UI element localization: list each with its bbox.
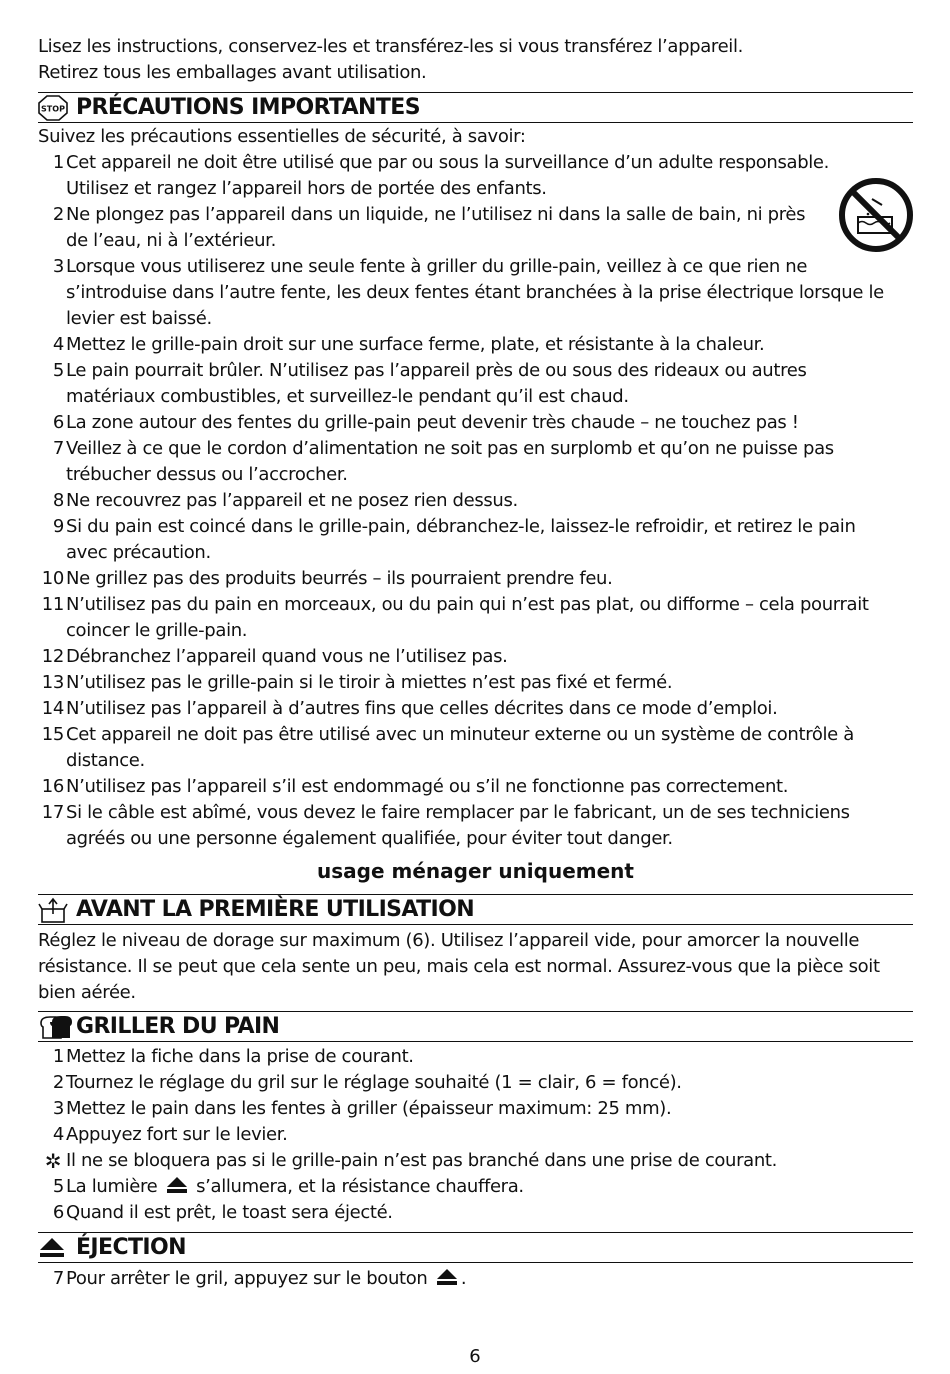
paragraph-line: Réglez le niveau de dorage sur maximum (6). Utilisez l’appareil vide, pour amorcer la nouvelle xyxy=(38,930,860,951)
item-number: 4 xyxy=(52,1124,64,1145)
section-title: PRÉCAUTIONS IMPORTANTES xyxy=(76,94,420,120)
paragraph-line: résistance. Il se peut que cela sente un peu, mais cela est normal. Assurez-vous que la pièce soit xyxy=(38,956,880,977)
list-item-continuation xyxy=(38,748,884,774)
item-text: Si le câble est abîmé, vous devez le faire remplacer par le fabricant, un de ses techniciens xyxy=(66,802,850,823)
item-text: Le pain pourrait brûler. N’utilisez pas l’appareil près de ou sous des rideaux ou autres xyxy=(66,360,807,381)
precautions-body xyxy=(38,124,884,852)
item-text: Cet appareil ne doit être utilisé que par ou sous la surveillance d’un adulte responsable. xyxy=(66,152,830,173)
item-text: levier est baissé. xyxy=(66,308,212,329)
item-text: . xyxy=(460,1268,467,1289)
precautions-heading xyxy=(38,92,913,123)
item-number xyxy=(38,306,64,332)
item-number: 1 xyxy=(52,1046,64,1067)
item-text: coincer le grille-pain. xyxy=(66,620,248,641)
item-text: Ne recouvrez pas l’appareil et ne posez rien dessus. xyxy=(66,490,518,511)
item-number xyxy=(38,228,64,254)
item-text: Tournez le réglage du gril sur le réglage souhaité (1 = clair, 6 = foncé). xyxy=(66,1072,682,1093)
item-text: N’utilisez pas le grille-pain si le tiroir à miettes n’est pas fixé et fermé. xyxy=(66,672,673,693)
list-item xyxy=(38,488,884,514)
list-item xyxy=(38,1070,777,1096)
item-text: Débranchez l’appareil quand vous ne l’utilisez pas. xyxy=(66,646,508,667)
first-use-heading xyxy=(38,894,913,925)
item-text: Ne grillez pas des produits beurrés – ils pourraient prendre feu. xyxy=(66,568,613,589)
item-number xyxy=(38,384,64,410)
item-number: 13 xyxy=(41,672,64,693)
ejection-body xyxy=(38,1266,466,1292)
item-number xyxy=(38,826,64,852)
item-text: s’introduise dans l’autre fente, les deux fentes étant branchées à la prise électrique lorsque le xyxy=(66,282,884,303)
item-text: La lumière xyxy=(66,1176,158,1197)
item-number: 15 xyxy=(41,724,64,745)
list-item xyxy=(38,774,884,800)
item-text: Mettez le pain dans les fentes à griller (épaisseur maximum: 25 mm). xyxy=(66,1098,672,1119)
list-item xyxy=(38,150,884,176)
list-item xyxy=(38,436,884,462)
toasting-heading xyxy=(38,1011,913,1042)
item-text: La zone autour des fentes du grille-pain peut devenir très chaude – ne touchez pas ! xyxy=(66,412,799,433)
item-text: Mettez le grille-pain droit sur une surface ferme, plate, et résistante à la chaleur. xyxy=(66,334,765,355)
stop-sign-icon xyxy=(38,94,76,122)
list-item xyxy=(38,1200,777,1226)
household-use-note: usage ménager uniquement xyxy=(317,859,634,883)
item-number: 7 xyxy=(52,438,64,459)
item-number: 5 xyxy=(52,1176,64,1197)
item-number: 3 xyxy=(52,256,64,277)
list-item-continuation xyxy=(38,826,884,852)
ejection-heading xyxy=(38,1232,913,1263)
list-item xyxy=(38,592,884,618)
list-item xyxy=(38,514,884,540)
intro-line: Lisez les instructions, conservez-les et transférez-les si vous transférez l’appareil. xyxy=(38,36,743,57)
list-item-continuation xyxy=(38,306,884,332)
item-text: Cet appareil ne doit pas être utilisé avec un minuteur externe ou un système de contrôle à xyxy=(66,724,854,745)
item-text: N’utilisez pas l’appareil à d’autres fins que celles décrites dans ce mode d’emploi. xyxy=(66,698,778,719)
bread-icon xyxy=(38,1013,76,1041)
list-item-continuation xyxy=(38,618,884,644)
item-number: 2 xyxy=(52,1072,64,1093)
precautions-list xyxy=(38,150,884,852)
list-item xyxy=(38,644,884,670)
item-number: 14 xyxy=(41,698,64,719)
item-text: matériaux combustibles, et surveillez-le pendant qu’il est chaud. xyxy=(66,386,629,407)
item-text: Ne plongez pas l’appareil dans un liquide, ne l’utilisez ni dans la salle de bain, ni près xyxy=(66,204,806,225)
item-text: N’utilisez pas du pain en morceaux, ou du pain qui n’est pas plat, ou difforme – cela pourrait xyxy=(66,594,869,615)
item-number: 17 xyxy=(41,802,64,823)
item-text: Lorsque vous utiliserez une seule fente à griller du grille-pain, veillez à ce que rien ne xyxy=(66,256,808,277)
item-text: s’allumera, et la résistance chauffera. xyxy=(196,1176,524,1197)
first-use-body xyxy=(38,928,880,1006)
toasting-list xyxy=(38,1044,777,1148)
section-title: ÉJECTION xyxy=(76,1234,186,1260)
item-number xyxy=(38,540,64,566)
item-text: trébucher dessus ou l’accrocher. xyxy=(66,464,348,485)
item-number xyxy=(38,176,64,202)
item-text: Veillez à ce que le cordon d’alimentation ne soit pas en surplomb et qu’on ne puisse pas xyxy=(66,438,834,459)
list-item xyxy=(38,566,884,592)
list-item xyxy=(38,358,884,384)
item-number: 12 xyxy=(41,646,64,667)
item-number: 3 xyxy=(52,1098,64,1119)
list-item xyxy=(38,202,884,228)
list-item xyxy=(38,254,884,280)
item-text: distance. xyxy=(66,750,145,771)
item-text: Mettez la fiche dans la prise de courant. xyxy=(66,1046,414,1067)
paragraph-line: bien aérée. xyxy=(38,982,136,1003)
note-text: Il ne se bloquera pas si le grille-pain n’est pas branché dans une prise de courant. xyxy=(66,1150,777,1171)
list-item xyxy=(38,1044,777,1070)
item-number: 1 xyxy=(52,152,64,173)
list-item xyxy=(38,410,884,436)
list-item xyxy=(38,1266,466,1292)
item-number xyxy=(38,280,64,306)
no-water-icon xyxy=(838,177,914,253)
precautions-lead: Suivez les précautions essentielles de sécurité, à savoir: xyxy=(38,126,526,147)
item-number: 4 xyxy=(52,334,64,355)
list-item xyxy=(38,800,884,826)
box-unpack-icon xyxy=(38,896,76,924)
list-item-continuation xyxy=(38,462,884,488)
item-number xyxy=(38,618,64,644)
eject-icon xyxy=(436,1268,458,1286)
item-text: Appuyez fort sur le levier. xyxy=(66,1124,288,1145)
item-number: 11 xyxy=(41,594,64,615)
list-item xyxy=(38,332,884,358)
item-number: 16 xyxy=(41,776,64,797)
intro-line: Retirez tous les emballages avant utilisation. xyxy=(38,62,427,83)
item-number: 8 xyxy=(52,490,64,511)
toasting-body xyxy=(38,1044,777,1226)
item-text: Si du pain est coincé dans le grille-pain, débranchez-le, laissez-le refroidir, et retirez le pain xyxy=(66,516,856,537)
list-item xyxy=(38,670,884,696)
item-number: 5 xyxy=(52,360,64,381)
list-item-continuation xyxy=(38,176,884,202)
item-number xyxy=(38,462,64,488)
item-number: 2 xyxy=(52,204,64,225)
intro xyxy=(38,34,743,86)
page-number: 6 xyxy=(469,1346,481,1367)
list-item-continuation xyxy=(38,384,884,410)
item-text: Quand il est prêt, le toast sera éjecté. xyxy=(66,1202,393,1223)
section-title: GRILLER DU PAIN xyxy=(76,1013,280,1039)
section-title: AVANT LA PREMIÈRE UTILISATION xyxy=(76,896,475,922)
item-number: 9 xyxy=(52,516,64,537)
list-item xyxy=(38,1096,777,1122)
svg-text:STOP: STOP xyxy=(41,104,65,113)
eject-icon xyxy=(166,1176,188,1194)
item-text: Pour arrêter le gril, appuyez sur le bouton xyxy=(66,1268,428,1289)
item-number: 6 xyxy=(52,412,64,433)
list-item-continuation xyxy=(38,540,884,566)
list-item xyxy=(38,696,884,722)
item-text: de l’eau, ni à l’extérieur. xyxy=(66,230,276,251)
item-text: N’utilisez pas l’appareil s’il est endommagé ou s’il ne fonctionne pas correctement. xyxy=(66,776,789,797)
item-text: avec précaution. xyxy=(66,542,211,563)
list-item-continuation xyxy=(38,280,884,306)
item-number xyxy=(38,748,64,774)
note-icon: ✲ xyxy=(44,1149,62,1173)
list-item xyxy=(38,722,884,748)
list-item-continuation xyxy=(38,228,884,254)
list-item xyxy=(38,1122,777,1148)
item-text: Utilisez et rangez l’appareil hors de portée des enfants. xyxy=(66,178,547,199)
item-number: 7 xyxy=(52,1268,64,1289)
item-number: 6 xyxy=(52,1202,64,1223)
eject-icon xyxy=(38,1234,76,1262)
item-number: 10 xyxy=(41,568,64,589)
item-text: agréés ou une personne également qualifiée, pour éviter tout danger. xyxy=(66,828,673,849)
list-item xyxy=(38,1174,777,1200)
list-item xyxy=(38,1148,777,1174)
